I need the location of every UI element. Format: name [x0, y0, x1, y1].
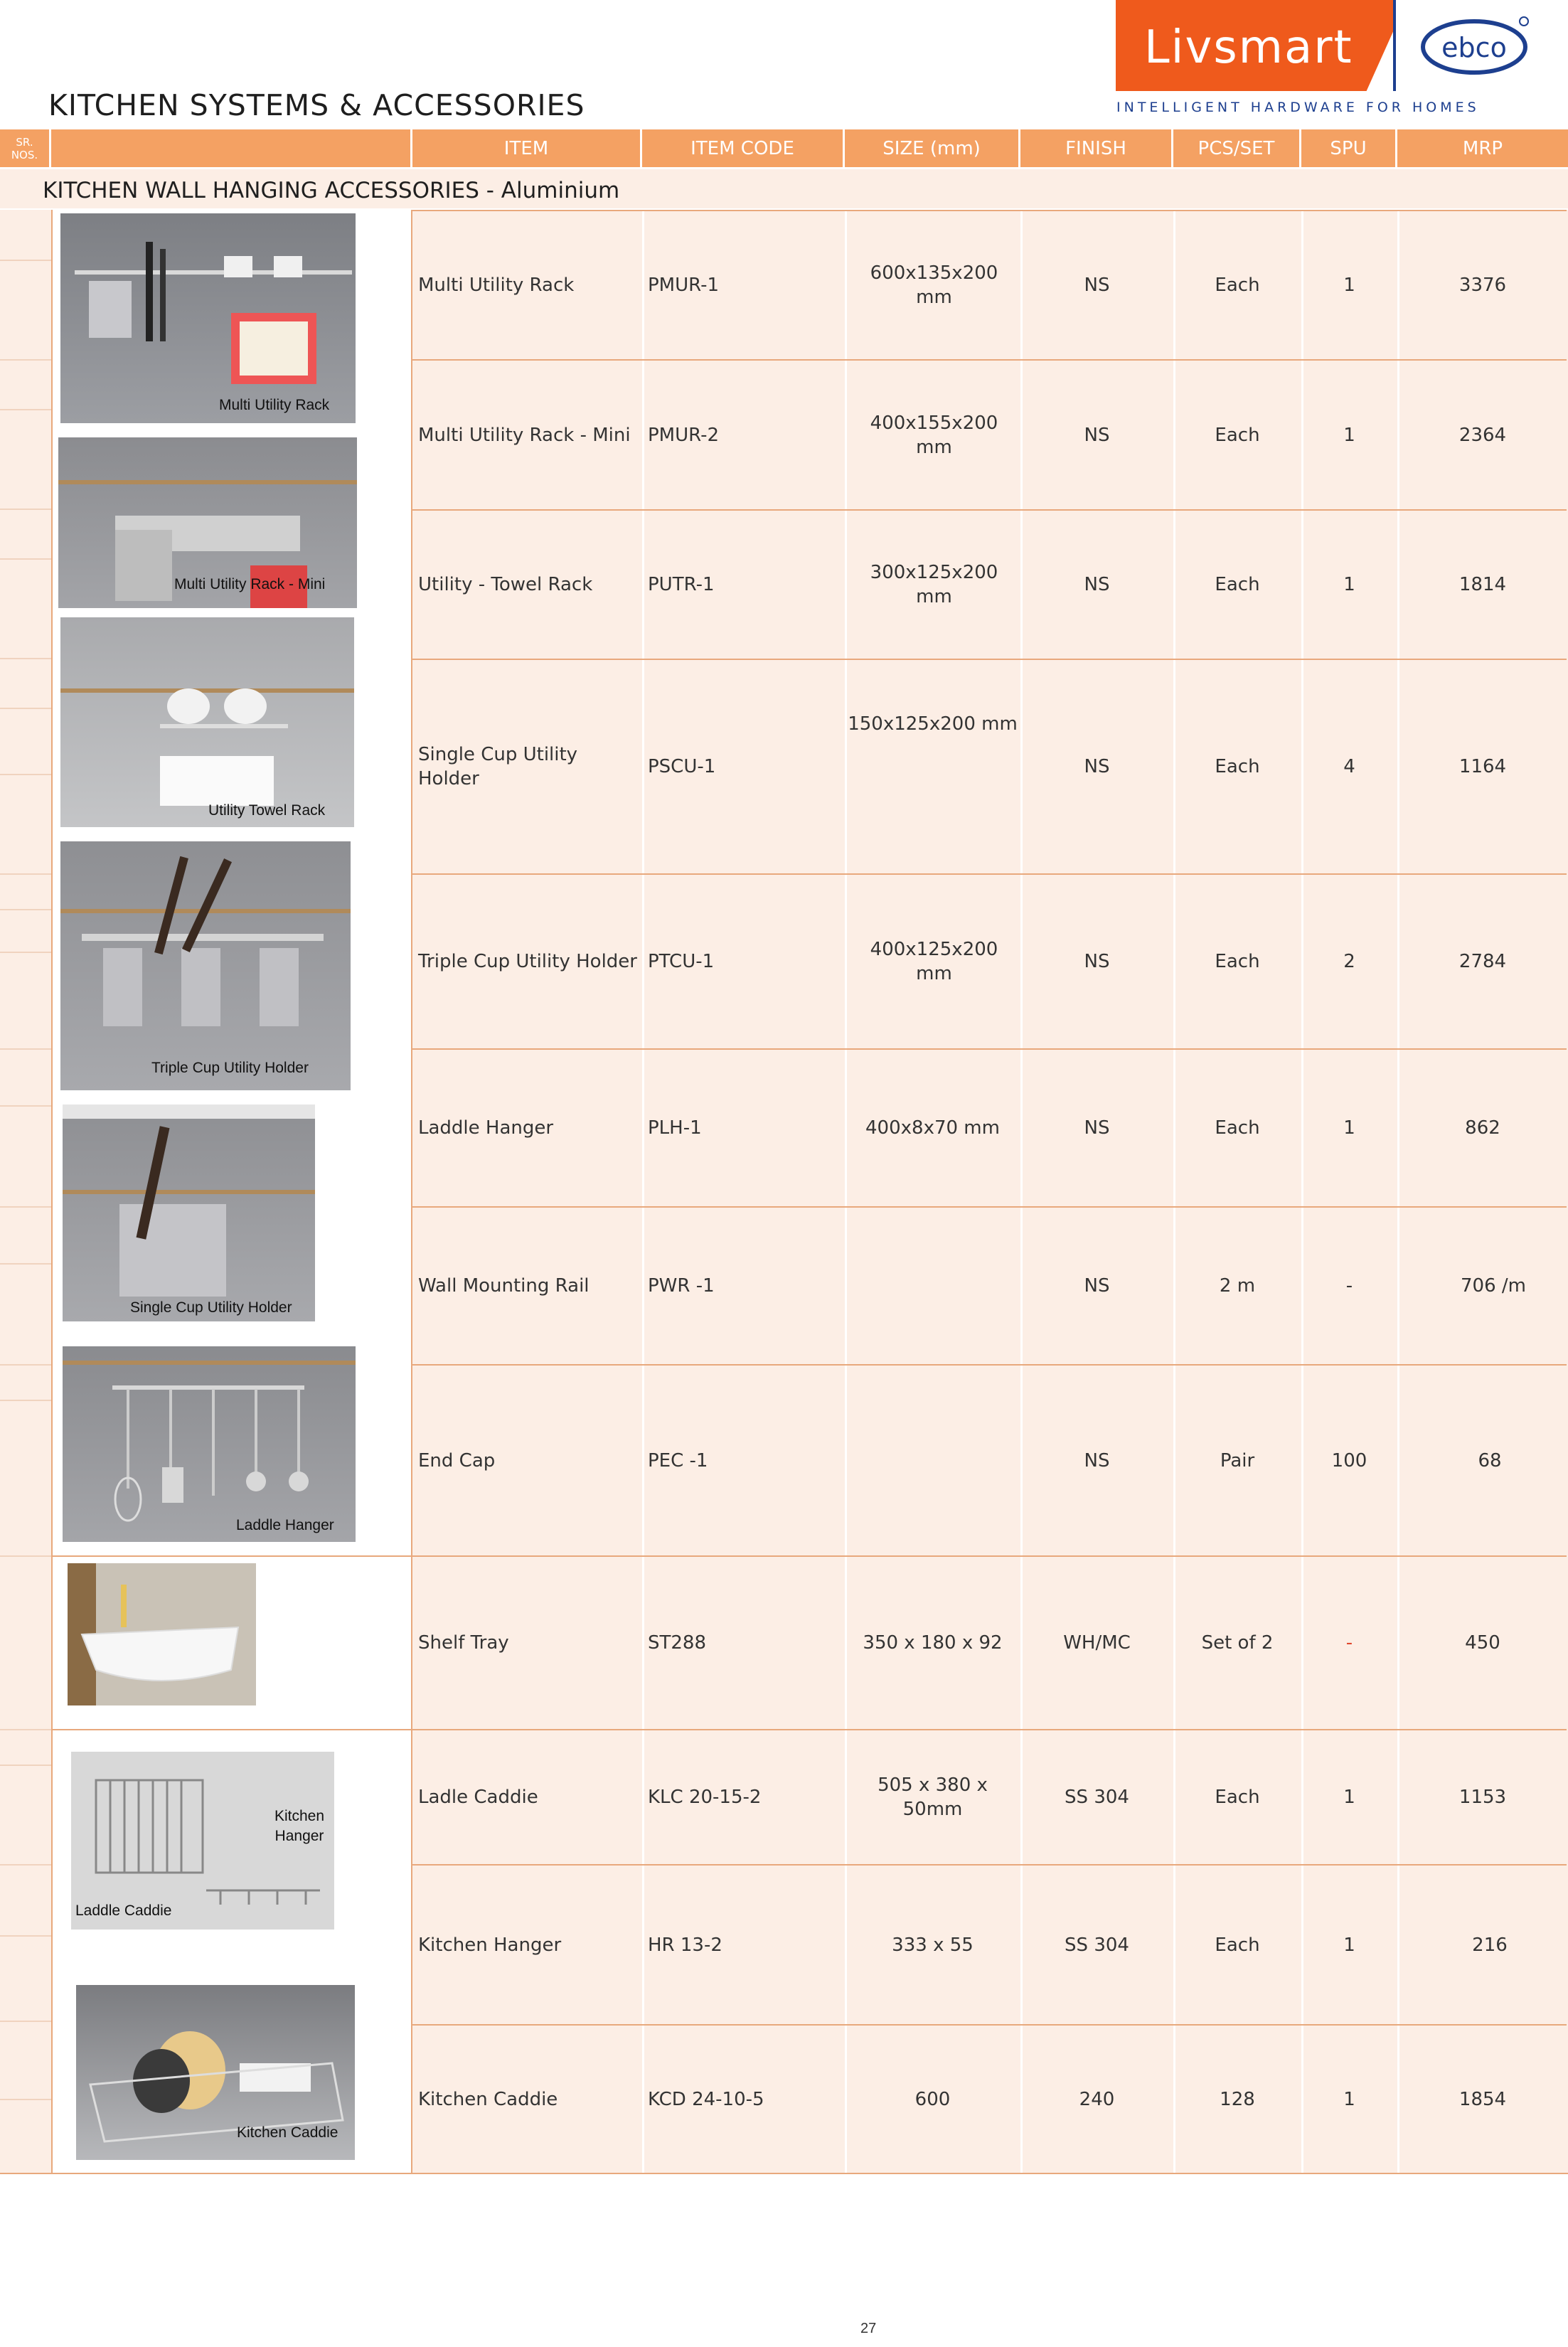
row-9-pcs: Set of 2 [1201, 1632, 1274, 1654]
brand-tagline: INTELLIGENT HARDWARE FOR HOMES [1116, 100, 1480, 115]
header-item: ITEM [412, 129, 642, 167]
row-4-code: PSCU-1 [648, 756, 716, 777]
image-group-divider [51, 1729, 412, 1730]
photo-multi-utility-rack [60, 213, 356, 423]
row-8-size [845, 1366, 1020, 1555]
row-1-size: 600x135x200 mm [870, 262, 998, 308]
sr-line [0, 1048, 51, 1050]
row-6-code: PLH-1 [648, 1117, 702, 1139]
page-number: 27 [860, 2321, 877, 2336]
row-6-item: Laddle Hanger [418, 1117, 554, 1139]
row-2-code: PMUR-2 [648, 424, 720, 446]
row-7-item: Wall Mounting Rail [418, 1275, 590, 1297]
sr-line [0, 409, 51, 410]
row-8-finish: NS [1084, 1449, 1110, 1471]
photo-triple-cup-holder [60, 841, 351, 1090]
sr-line [0, 873, 51, 875]
row-2-size: 400x155x200 mm [870, 412, 998, 458]
row-10-pcs: Each [1215, 1787, 1260, 1808]
header-sr [0, 129, 51, 167]
row-8-item: End Cap [418, 1449, 496, 1471]
row-6-finish: NS [1084, 1117, 1110, 1139]
row-6-pcs: Each [1215, 1117, 1260, 1139]
photo-shelf-tray [68, 1563, 256, 1705]
row-9-size: 350 x 180 x 92 [863, 1632, 1003, 1654]
row-5-size: 400x125x200 mm [870, 939, 998, 984]
photo-utility-towel-rack [60, 617, 354, 827]
row-1-pcs: Each [1215, 275, 1260, 296]
row-10-code: KLC 20-15-2 [648, 1787, 762, 1808]
header-mrp: MRP [1397, 129, 1568, 167]
sr-line [0, 774, 51, 775]
row-8-code: PEC -1 [648, 1449, 708, 1471]
sr-line [0, 2099, 51, 2100]
towel-rack-illustration-icon [60, 617, 354, 827]
sr-line [0, 359, 51, 361]
row-6-mrp: 862 [1465, 1117, 1500, 1139]
photo-label: Multi Utility Rack - Mini [174, 576, 326, 592]
row-9-finish: WH/MC [1063, 1632, 1131, 1654]
sr-line [0, 909, 51, 910]
row-4-mrp: 1164 [1458, 756, 1507, 777]
row-11-spu: 1 [1343, 1934, 1355, 1956]
image-group-divider [51, 1555, 412, 1557]
row-4-size: 150x125x200 mm [848, 713, 1018, 735]
section-title: KITCHEN WALL HANGING ACCESSORIES - Aluminium [43, 178, 620, 203]
row-3-pcs: Each [1215, 574, 1260, 595]
row-6-size: 400x8x70 mm [865, 1117, 1000, 1139]
sr-line [0, 1364, 51, 1366]
logo-partner-text: ebco [1441, 32, 1507, 63]
photo-laddle-hanger [63, 1346, 356, 1542]
row-12-pcs: 128 [1220, 2088, 1255, 2110]
header-sr-line1: SR. [16, 135, 33, 149]
header-item-code: ITEM CODE [642, 129, 845, 167]
logo-brand-name: Livsmart [1144, 21, 1353, 74]
row-7-spu: - [1345, 1275, 1353, 1297]
row-10-item: Ladle Caddie [418, 1787, 538, 1808]
header-pcs-set: PCS/SET [1173, 129, 1301, 167]
row-4-spu: 4 [1343, 756, 1355, 777]
row-1-item: Multi Utility Rack [418, 275, 575, 296]
photo-label: Laddle Caddie [75, 1902, 172, 1919]
row-12-code: KCD 24-10-5 [648, 2088, 764, 2110]
rack-illustration-icon [60, 213, 356, 423]
row-7-mrp: 706 /m [1461, 1275, 1526, 1297]
row-7-finish: NS [1084, 1275, 1110, 1297]
triple-cup-illustration-icon [60, 841, 351, 1090]
row-5-pcs: Each [1215, 951, 1260, 972]
row-8-mrp: 68 [1478, 1449, 1502, 1471]
header-size: SIZE (mm) [845, 129, 1020, 167]
sr-line [0, 658, 51, 659]
row-10-size: 505 x 380 x 50mm [878, 1774, 988, 1820]
shelf-tray-illustration-icon [68, 1563, 256, 1705]
row-12-mrp: 1854 [1458, 2088, 1507, 2110]
sr-line [0, 1729, 51, 1730]
row-9-code: ST288 [648, 1632, 707, 1654]
logo-partner-panel [1393, 0, 1544, 91]
row-11-item: Kitchen Hanger [418, 1934, 562, 1956]
row-7-size [845, 1208, 1020, 1364]
row-12-size: 600 [914, 2088, 951, 2110]
sr-line [0, 260, 51, 261]
laddle-hanger-illustration-icon [63, 1346, 356, 1542]
sr-line [0, 1864, 51, 1866]
photo-label: Kitchen Hanger [274, 1808, 325, 1844]
row-5-mrp: 2784 [1458, 951, 1507, 972]
photo-label: Utility Towel Rack [208, 802, 326, 819]
row-4-item: Single Cup Utility Holder [418, 744, 578, 789]
header-sr-line2: NOS. [11, 148, 38, 161]
row-2-pcs: Each [1215, 424, 1260, 446]
row-3-size: 300x125x200 mm [870, 562, 998, 607]
row-7-code: PWR -1 [648, 1275, 715, 1297]
row-9-spu: - [1345, 1632, 1353, 1654]
page-title: KITCHEN SYSTEMS & ACCESSORIES [48, 88, 585, 122]
header-finish: FINISH [1020, 129, 1173, 167]
row-6-spu: 1 [1343, 1117, 1355, 1139]
row-8-pcs: Pair [1220, 1449, 1255, 1471]
row-10-finish: SS 304 [1065, 1787, 1129, 1808]
ebco-logo-icon [1396, 0, 1538, 91]
row-9-item: Shelf Tray [418, 1632, 509, 1654]
sr-line [0, 1206, 51, 1208]
row-3-code: PUTR-1 [648, 574, 715, 595]
photo-label: Single Cup Utility Holder [130, 1299, 292, 1316]
row-11-mrp: 216 [1472, 1934, 1508, 1956]
sr-line [0, 1400, 51, 1401]
row-4-finish: NS [1084, 756, 1110, 777]
row-3-finish: NS [1084, 574, 1110, 595]
row-11-size: 333 x 55 [892, 1934, 974, 1956]
row-10-mrp: 1153 [1458, 1787, 1507, 1808]
photo-label: Kitchen Caddie [237, 2124, 338, 2141]
row-7-pcs: 2 m [1219, 1275, 1256, 1297]
row-11-code: HR 13-2 [648, 1934, 722, 1956]
row-12-item: Kitchen Caddie [418, 2088, 558, 2110]
row-12-finish: 240 [1079, 2088, 1115, 2110]
row-12-spu: 1 [1343, 2088, 1355, 2110]
row-3-spu: 1 [1343, 574, 1355, 595]
row-1-spu: 1 [1343, 275, 1355, 296]
row-5-code: PTCU-1 [648, 951, 715, 972]
photo-label: Triple Cup Utility Holder [151, 1060, 309, 1076]
row-1-mrp: 3376 [1458, 275, 1507, 296]
row-11-pcs: Each [1215, 1934, 1260, 1956]
row-5-item: Triple Cup Utility Holder [418, 951, 637, 972]
sr-line [0, 952, 51, 953]
photo-single-cup-holder [63, 1105, 315, 1321]
row-11-finish: SS 304 [1065, 1934, 1129, 1956]
row-5-spu: 2 [1343, 951, 1355, 972]
image-col-left-border [51, 210, 53, 2173]
row-2-spu: 1 [1343, 424, 1355, 446]
row-2-finish: NS [1084, 424, 1110, 446]
sr-line [0, 2021, 51, 2022]
photo-label: Multi Utility Rack [219, 397, 330, 413]
photo-label: Laddle Hanger [236, 1517, 334, 1533]
row-5-finish: NS [1084, 951, 1110, 972]
row-4-pcs: Each [1215, 756, 1260, 777]
table-header [0, 129, 1568, 167]
row-3-item: Utility - Towel Rack [418, 574, 593, 595]
row-10-spu: 1 [1343, 1787, 1355, 1808]
row-2-mrp: 2364 [1458, 424, 1507, 446]
row-9-mrp: 450 [1465, 1632, 1500, 1654]
header-spu: SPU [1301, 129, 1397, 167]
row-2-item: Multi Utility Rack - Mini [418, 424, 631, 446]
sr-line [0, 1105, 51, 1107]
sr-column-bg [0, 210, 51, 2173]
row-1-finish: NS [1084, 275, 1110, 296]
sr-line [0, 509, 51, 510]
row-1-code: PMUR-1 [648, 275, 720, 296]
table-bottom-border [0, 2173, 1568, 2174]
row-8-spu: 100 [1331, 1449, 1367, 1471]
sr-line [0, 1935, 51, 1937]
header-image [51, 129, 412, 167]
sr-line [0, 1765, 51, 1766]
single-cup-illustration-icon [63, 1105, 315, 1321]
sr-line [0, 558, 51, 560]
brand-logo [1116, 0, 1541, 91]
row-3-mrp: 1814 [1458, 574, 1507, 595]
sr-line [0, 1263, 51, 1265]
sr-line [0, 1555, 51, 1557]
sr-line [0, 708, 51, 709]
